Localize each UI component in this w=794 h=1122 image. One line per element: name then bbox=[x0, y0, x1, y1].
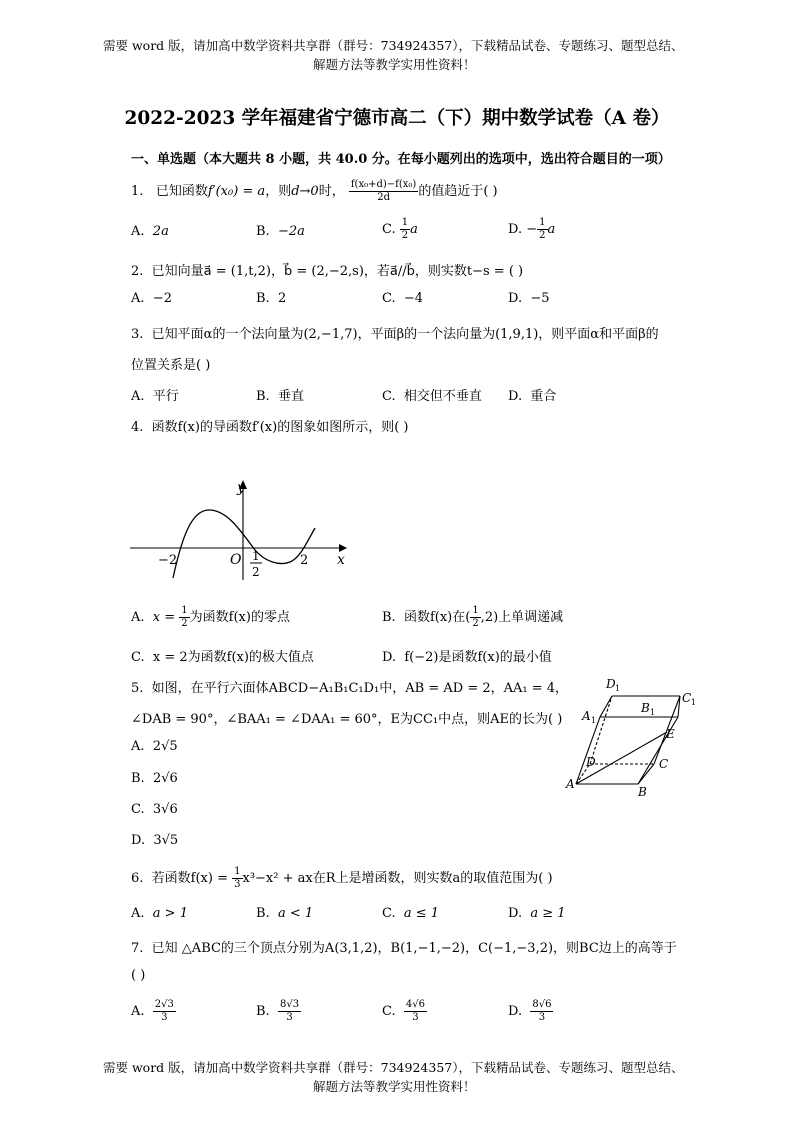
fraction: $\frac{\text{f(x₀+d)−f(x₀)}}{2d}$ bbox=[350, 179, 417, 203]
svg-text:1: 1 bbox=[591, 716, 597, 725]
option-d[interactable]: D. f(−2)是函数f(x)的最小值 bbox=[382, 650, 552, 665]
option-d[interactable]: D. $\frac{8√6}{3}$ bbox=[508, 999, 552, 1023]
option-a[interactable]: A. x = $\frac{1}{2}$ 为函数f(x)的零点 bbox=[131, 605, 290, 629]
question-text: ，则 bbox=[265, 184, 292, 199]
question-number: 1. bbox=[131, 184, 144, 199]
option-c[interactable]: C. $\frac{4√6}{3}$ bbox=[382, 999, 425, 1023]
tick-label: 1 bbox=[252, 549, 260, 563]
option-a[interactable]: A. 2a bbox=[131, 224, 169, 239]
option-b[interactable]: B. a < 1 bbox=[256, 906, 314, 921]
tick-label: 2 bbox=[252, 565, 260, 579]
option-b[interactable]: B. 2 bbox=[256, 291, 287, 306]
footer-notice-line1: 需要 word 版，请加高中数学资料共享群（群号：734924357），下载精品试卷、专题练习、题型总结、 bbox=[103, 1060, 684, 1075]
header-notice-line2: 解题方法等教学实用性资料！ bbox=[313, 57, 476, 72]
math-expr: d→0 bbox=[291, 184, 319, 199]
x-axis-label: x bbox=[337, 552, 345, 568]
question-5-cont: ∠DAB = 90°，∠BAA₁ = ∠DAA₁ = 60°，E为CC₁中点，则AE的长为( ) bbox=[131, 712, 563, 727]
vertex-label: A bbox=[566, 777, 575, 791]
footer-notice-line2: 解题方法等教学实用性资料！ bbox=[313, 1079, 476, 1094]
question-text: 的值趋近于( ) bbox=[418, 184, 498, 199]
vertex-label: D bbox=[606, 677, 616, 691]
option-d[interactable]: D. −5 bbox=[508, 291, 550, 306]
question-2: 2. 已知向量a⃗ = (1,t,2)，b⃗ = (2,−2,s)，若a⃗//b⃗，则实数t−s = ( ) bbox=[131, 264, 524, 279]
option-a[interactable]: A. 2√5 bbox=[131, 739, 178, 754]
svg-text:1: 1 bbox=[691, 698, 697, 707]
svg-text:1: 1 bbox=[615, 684, 621, 693]
derivative-graph bbox=[125, 472, 355, 584]
y-axis-label: y bbox=[237, 480, 245, 496]
option-a[interactable]: A. a > 1 bbox=[131, 906, 188, 921]
section-heading: 一、单选题（本大题共 8 小题，共 40.0 分。在每小题列出的选项中，选出符合题目的一项） bbox=[131, 152, 671, 167]
option-c[interactable]: C. 相交但不垂直 bbox=[382, 389, 482, 404]
header-notice-line1: 需要 word 版，请加高中数学资料共享群（群号：734924357），下载精品试卷、专题练习、题型总结、 bbox=[103, 38, 684, 53]
vertex-label: B bbox=[638, 785, 647, 799]
math-expr: f′(x₀) = a bbox=[207, 184, 266, 199]
question-3: 3. 已知平面α的一个法向量为(2,−1,7)，平面β的一个法向量为(1,9,1)，则平面α和平面β的 bbox=[131, 327, 659, 342]
curve bbox=[173, 510, 315, 578]
vertex-label: B bbox=[641, 701, 650, 715]
question-7-cont: ( ) bbox=[131, 968, 146, 983]
question-7: 7. 已知 △ABC的三个顶点分别为A(3,1,2)，B(1,−1,−2)，C(−1,−3,2)，则BC边上的高等于 bbox=[131, 941, 677, 956]
vertex-label: E bbox=[666, 727, 675, 741]
question-5: 5. 如图，在平行六面体ABCD−A₁B₁C₁D₁中，AB = AD = 2，AA₁ = 4， bbox=[131, 681, 569, 696]
vertex-label: A bbox=[582, 709, 591, 723]
option-a[interactable]: A. −2 bbox=[131, 291, 172, 306]
option-b[interactable]: B. $\frac{8√3}{3}$ bbox=[256, 999, 300, 1023]
question-6: 6. 若函数f(x) = $\frac{1}{3}$ x³−x² + ax在R上是增函数，则实数a的取值范围为( ) bbox=[131, 866, 553, 890]
option-b[interactable]: B. 2√6 bbox=[131, 771, 178, 786]
option-c[interactable]: C. x = 2为函数f(x)的极大值点 bbox=[131, 650, 314, 665]
option-a[interactable]: A. $\frac{2√3}{3}$ bbox=[131, 999, 174, 1023]
vertex-label: D bbox=[586, 755, 596, 769]
option-d[interactable]: D. 3√5 bbox=[131, 833, 179, 848]
option-b[interactable]: B. 函数f(x)在( $\frac{1}{2}$ ,2)上单调递减 bbox=[382, 605, 564, 629]
vertex-label: C bbox=[682, 691, 692, 705]
page-title: 2022-2023 学年福建省宁德市高二（下）期中数学试卷（A 卷） bbox=[124, 108, 670, 129]
origin-label: O bbox=[230, 552, 242, 568]
option-c[interactable]: C. a ≤ 1 bbox=[382, 906, 440, 921]
option-a[interactable]: A. 平行 bbox=[131, 389, 179, 404]
vertex-label: C bbox=[659, 757, 669, 771]
question-3-cont: 位置关系是( ) bbox=[131, 358, 211, 373]
option-b[interactable]: B. −2a bbox=[256, 224, 305, 239]
option-d[interactable]: D. − $\frac{1}{2}$ a bbox=[508, 217, 556, 241]
option-d[interactable]: D. a ≥ 1 bbox=[508, 906, 566, 921]
option-c[interactable]: C. −4 bbox=[382, 291, 424, 306]
option-c[interactable]: C. $\frac{1}{2}$ a bbox=[382, 217, 418, 241]
tick-label: −2 bbox=[158, 553, 178, 568]
question-1 bbox=[131, 180, 498, 203]
question-text: 时， bbox=[318, 184, 345, 199]
svg-text:1: 1 bbox=[650, 708, 656, 717]
question-text: 已知函数 bbox=[155, 184, 208, 199]
tick-label: 2 bbox=[300, 553, 309, 568]
question-4: 4. 函数f(x)的导函数f′(x)的图象如图所示，则( ) bbox=[131, 420, 409, 435]
parallelepiped-figure bbox=[562, 672, 702, 802]
option-b[interactable]: B. 垂直 bbox=[256, 389, 304, 404]
option-c[interactable]: C. 3√6 bbox=[131, 802, 178, 817]
option-d[interactable]: D. 重合 bbox=[508, 389, 557, 404]
